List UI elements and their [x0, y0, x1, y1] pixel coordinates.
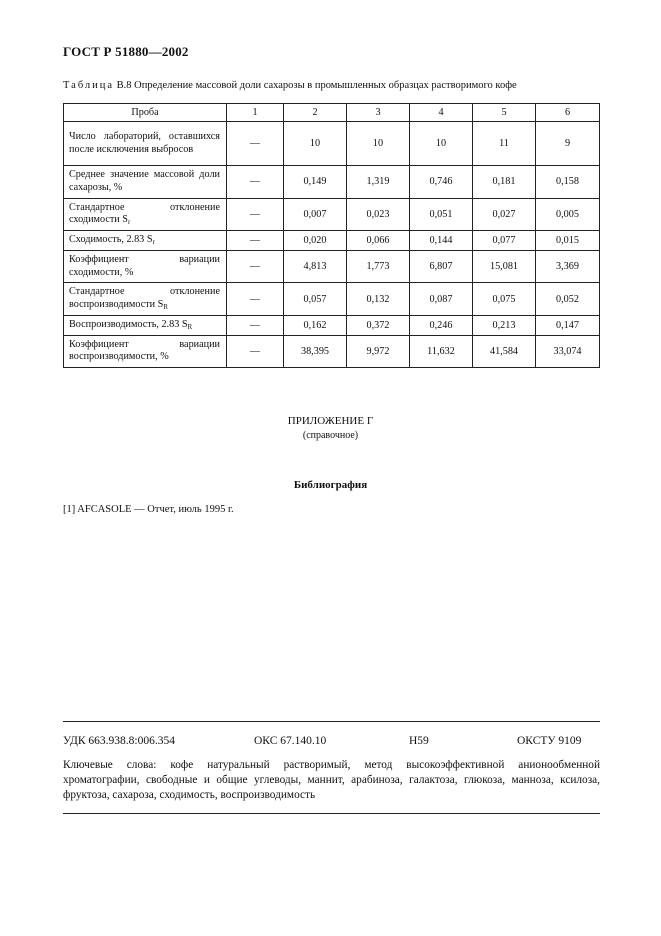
column-header: 4	[410, 104, 473, 122]
table-cell: 0,015	[536, 231, 600, 251]
table-cell: 0,005	[536, 198, 600, 231]
keywords-text: Ключевые слова: кофе натуральный растворимый, метод высокоэффективной анионообменной хроматографии, свободные и общие углеводы, маннит, арабиноза, галактоза, глюкоза, манноза, ксилоза, фруктоза, сахароза, сходимость, воспроизводимость	[63, 759, 600, 801]
row-label	[64, 198, 227, 231]
row-label	[64, 283, 227, 316]
row-label-text: Коэффициент вариации воспроизводимости, %	[69, 338, 220, 363]
bibliography-entry: [1] AFCASOLE — Отчет, июль 1995 г.	[63, 504, 234, 515]
row-label-subscript: R	[163, 303, 169, 311]
document-header: ГОСТ Р 51880—2002	[63, 44, 189, 59]
table-cell: 0,023	[347, 198, 410, 231]
table-cell: 3,369	[536, 250, 600, 283]
table-cell: 0,066	[347, 231, 410, 251]
table-row	[64, 283, 600, 316]
data-table	[63, 103, 600, 368]
table-cell: —	[227, 283, 284, 316]
column-header: Проба	[64, 104, 227, 122]
table-cell: 0,057	[284, 283, 347, 316]
table-header-row	[64, 104, 600, 122]
table-cell: 0,132	[347, 283, 410, 316]
row-label-text: Стандартное отклонение воспроизводимости S	[69, 286, 220, 310]
table-cell: 0,246	[410, 315, 473, 335]
row-label-text: Среднее значение массовой доли сахарозы, %	[69, 169, 220, 193]
column-header: 2	[284, 104, 347, 122]
table-row	[64, 122, 600, 166]
table-cell: 0,027	[473, 198, 536, 231]
table-cell: 0,158	[536, 166, 600, 199]
row-label-text: Коэффициент вариации сходимости, %	[69, 253, 220, 278]
row-label	[64, 250, 227, 283]
table-row	[64, 250, 600, 283]
oks-code: ОКС 67.140.10	[254, 735, 327, 747]
table-cell: 4,813	[284, 250, 347, 283]
table-cell: 0,051	[410, 198, 473, 231]
table-cell: 15,081	[473, 250, 536, 283]
column-header: 1	[227, 104, 284, 122]
column-header: 5	[473, 104, 536, 122]
row-label-text: Сходимость, 2.83 S	[69, 234, 153, 245]
table-cell: —	[227, 122, 284, 166]
table-cell: 0,181	[473, 166, 536, 199]
table-cell: 0,052	[536, 283, 600, 316]
table-cell: 10	[410, 122, 473, 166]
category-code: Н59	[409, 735, 429, 747]
footer-rule-bottom	[63, 813, 600, 814]
table-cell: 9	[536, 122, 600, 166]
bibliography-title: Библиография	[293, 479, 368, 491]
table-cell: 0,372	[347, 315, 410, 335]
row-label-text: Воспроизводимость, 2.83 S	[69, 318, 188, 330]
row-label	[64, 122, 227, 166]
table-cell: 0,087	[410, 283, 473, 316]
appendix-subtitle: (справочное)	[302, 430, 359, 441]
table-cell: 0,075	[473, 283, 536, 316]
table-cell: 11,632	[410, 335, 473, 368]
table-cell: 11	[473, 122, 536, 166]
table-cell: 0,020	[284, 231, 347, 251]
table-cell: 0,144	[410, 231, 473, 251]
table-cell: 10	[347, 122, 410, 166]
table-cell: 0,147	[536, 315, 600, 335]
row-label-text: Стандартное отклонение сходимости S	[69, 201, 220, 226]
row-label-subscript: r	[127, 218, 131, 227]
table-cell: 0,077	[473, 231, 536, 251]
appendix-title: ПРИЛОЖЕНИЕ Г	[287, 415, 374, 427]
row-label	[64, 166, 227, 199]
table-cell: —	[227, 198, 284, 231]
column-header: 6	[536, 104, 600, 122]
table-cell: 10	[284, 122, 347, 166]
table-cell: 0,149	[284, 166, 347, 199]
table-row	[64, 231, 600, 251]
table-cell: 1,319	[347, 166, 410, 199]
table-cell: 9,972	[347, 335, 410, 368]
table-cell: —	[227, 250, 284, 283]
table-cell: 0,007	[284, 198, 347, 231]
table-cell: 41,584	[473, 335, 536, 368]
row-label-text: Число лабораторий, оставшихся после исключения выбросов	[69, 130, 220, 155]
footer-rule-top	[63, 721, 600, 722]
table-cell: 0,162	[284, 315, 347, 335]
row-label	[64, 315, 227, 335]
table-cell: 0,213	[473, 315, 536, 335]
table-cell: 33,074	[536, 335, 600, 368]
table-row	[64, 166, 600, 199]
row-label-subscript: r	[152, 238, 155, 246]
table-cell: —	[227, 335, 284, 368]
row-label	[64, 335, 227, 368]
udk-code: УДК 663.938.8:006.354	[63, 735, 175, 747]
table-caption	[63, 80, 517, 91]
row-label-subscript: R	[187, 322, 193, 331]
column-header: 3	[347, 104, 410, 122]
okstu-code: ОКСТУ 9109	[517, 735, 582, 747]
table-caption-text: В.8 Определение массовой доли сахарозы в промышленных образцах растворимого кофе	[114, 80, 517, 91]
table-cell: 38,395	[284, 335, 347, 368]
table-caption-label: Таблица	[63, 80, 115, 91]
table-cell: 1,773	[347, 250, 410, 283]
table-cell: —	[227, 315, 284, 335]
table-row	[64, 315, 600, 335]
table-cell: —	[227, 231, 284, 251]
table-row	[64, 198, 600, 231]
table-cell: 0,746	[410, 166, 473, 199]
table-cell: 6,807	[410, 250, 473, 283]
table-row	[64, 335, 600, 368]
row-label	[64, 231, 227, 251]
table-cell: —	[227, 166, 284, 199]
